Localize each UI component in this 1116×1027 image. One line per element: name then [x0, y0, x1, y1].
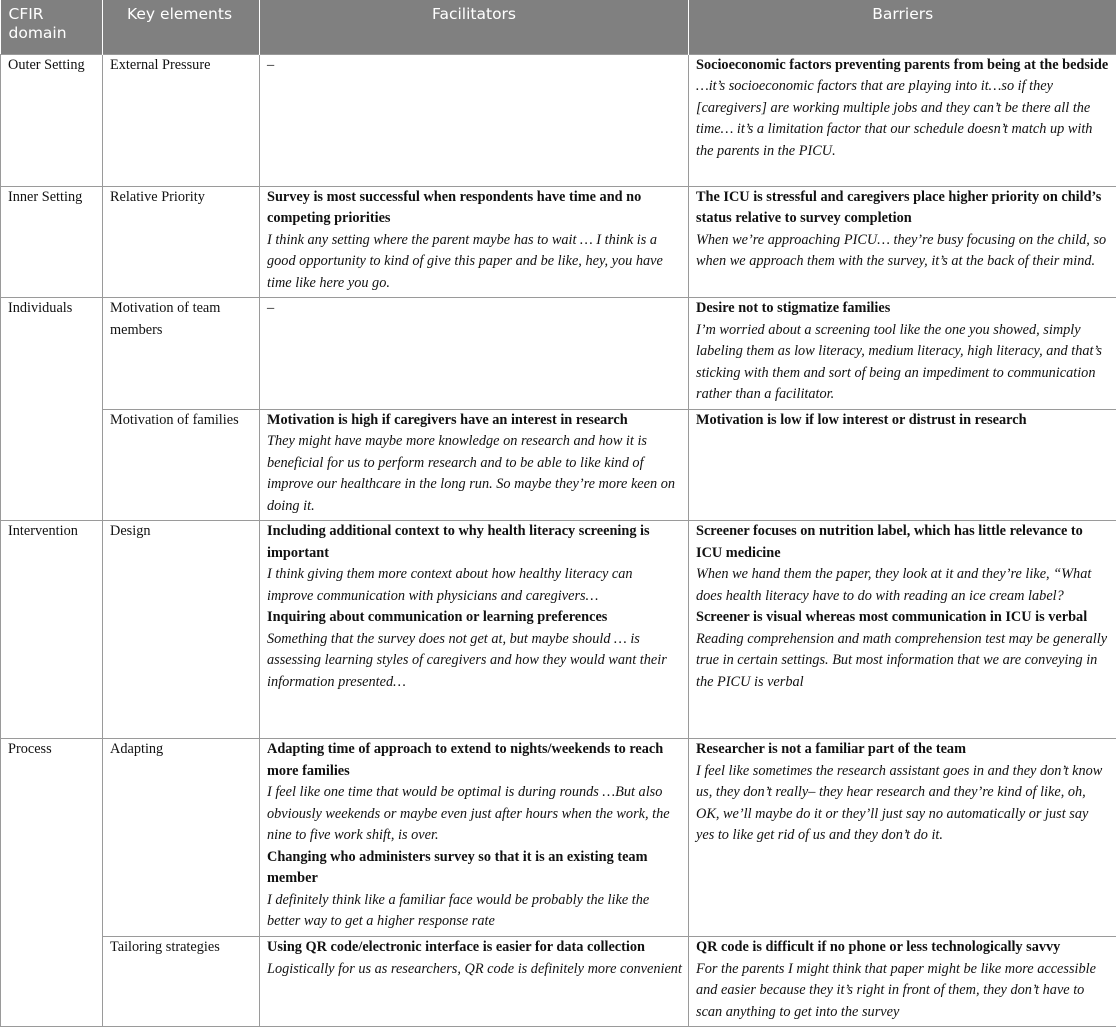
- header-facilitators: Facilitators: [260, 0, 689, 54]
- facilitators-cell: [260, 739, 689, 937]
- header-cfir-domain: CFIR domain: [1, 0, 103, 54]
- facilitator-heading: Including additional context to why health literacy screening is important: [267, 521, 682, 564]
- facilitator-quote: I definitely think like a familiar face would be probably the like the better way to get a higher response rate: [267, 890, 682, 933]
- barrier-heading: Screener is visual whereas most communication in ICU is verbal: [696, 607, 1110, 629]
- facilitator-quote: They might have maybe more knowledge on research and how it is beneficial for us to perform research and to be able to like kind of improve our healthcare in the long run. So maybe they’re more keen on doing it.: [267, 431, 682, 517]
- table-row: [1, 937, 1116, 1027]
- barrier-heading: Socioeconomic factors preventing parents from being at the bedside: [696, 55, 1110, 77]
- table-row: [1, 298, 1116, 410]
- domain-cell: Outer Setting: [1, 54, 103, 186]
- facilitator-quote: I think any setting where the parent maybe has to wait … I think is a good opportunity to kind of give this paper and be like, hey, you have time like here you go.: [267, 230, 682, 295]
- barriers-cell: [689, 54, 1116, 186]
- facilitator-heading: Adapting time of approach to extend to nights/weekends to reach more families: [267, 739, 682, 782]
- facilitator-quote: I feel like one time that would be optimal is during rounds …But also obviously weekends or maybe even just after hours when the work, the nine to five work shift, is over.: [267, 782, 682, 847]
- barrier-quote: Reading comprehension and math comprehension test may be generally true in certain settings. But most information that we are conveying in the PICU is verbal: [696, 629, 1110, 694]
- facilitators-cell: [260, 298, 689, 410]
- facilitator-heading: Survey is most successful when respondents have time and no competing priorities: [267, 187, 682, 230]
- barrier-quote: I’m worried about a screening tool like the one you showed, simply labeling them as low literacy, medium literacy, high literacy, and that’s sticking with them and sort of being an impediment to communication rather than a facilitator.: [696, 320, 1110, 406]
- domain-cell: Inner Setting: [1, 186, 103, 298]
- barrier-heading: QR code is difficult if no phone or less technologically savvy: [696, 937, 1110, 959]
- barriers-cell: [689, 739, 1116, 937]
- facilitators-cell: [260, 186, 689, 298]
- facilitator-quote: Something that the survey does not get at, but maybe should … is assessing learning styles of caregivers and how they would want their information presented…: [267, 629, 682, 694]
- facilitators-cell: [260, 409, 689, 521]
- element-cell: Tailoring strategies: [103, 937, 260, 1027]
- barriers-cell: [689, 521, 1116, 739]
- barrier-heading: Motivation is low if low interest or distrust in research: [696, 410, 1110, 432]
- table-row: [1, 409, 1116, 521]
- table-row: [1, 521, 1116, 739]
- element-cell: Adapting: [103, 739, 260, 937]
- empty-dash: –: [267, 298, 682, 320]
- table-row: [1, 54, 1116, 186]
- domain-cell: [1, 937, 103, 1027]
- element-cell: Motivation of families: [103, 409, 260, 521]
- barrier-quote: For the parents I might think that paper might be like more accessible and easier because they it’s right in front of them, they don’t have to scan anything to get into the survey: [696, 959, 1110, 1024]
- empty-dash: –: [267, 55, 682, 77]
- barriers-cell: [689, 186, 1116, 298]
- barrier-quote: …it’s socioeconomic factors that are playing into it…so if they [caregivers] are working multiple jobs and they can’t be there all the time… it’s a limitation factor that our schedule doesn’t match up with the parents in the PICU.: [696, 76, 1110, 162]
- barrier-heading: Desire not to stigmatize families: [696, 298, 1110, 320]
- barrier-heading: The ICU is stressful and caregivers place higher priority on child’s status relative to survey completion: [696, 187, 1110, 230]
- header-row: [1, 0, 1116, 54]
- facilitator-quote: I think giving them more context about how healthy literacy can improve communication with physicians and caregivers…: [267, 564, 682, 607]
- domain-cell: [1, 409, 103, 521]
- facilitator-heading: Changing who administers survey so that it is an existing team member: [267, 847, 682, 890]
- element-cell: Relative Priority: [103, 186, 260, 298]
- facilitator-quote: Logistically for us as researchers, QR code is definitely more convenient: [267, 959, 682, 981]
- barriers-cell: [689, 409, 1116, 521]
- header-key-elements: Key elements: [103, 0, 260, 54]
- element-cell: External Pressure: [103, 54, 260, 186]
- table-row: [1, 739, 1116, 937]
- facilitator-heading: Using QR code/electronic interface is easier for data collection: [267, 937, 682, 959]
- domain-cell: Process: [1, 739, 103, 937]
- barrier-quote: When we’re approaching PICU… they’re busy focusing on the child, so when we approach them with the survey, it’s at the back of their mind.: [696, 230, 1110, 273]
- element-cell: Design: [103, 521, 260, 739]
- barriers-cell: [689, 298, 1116, 410]
- barrier-heading: Researcher is not a familiar part of the team: [696, 739, 1110, 761]
- domain-cell: Intervention: [1, 521, 103, 739]
- element-cell: Motivation of team members: [103, 298, 260, 410]
- facilitator-heading: Motivation is high if caregivers have an interest in research: [267, 410, 682, 432]
- facilitators-cell: [260, 54, 689, 186]
- barrier-quote: I feel like sometimes the research assistant goes in and they don’t know us, they don’t really– they hear research and they’re kind of like, oh, OK, we’ll maybe do it or they’ll just say no automatically or just say yes to like get rid of us and they don’t do it.: [696, 761, 1110, 847]
- header-barriers: Barriers: [689, 0, 1116, 54]
- facilitator-heading: Inquiring about communication or learning preferences: [267, 607, 682, 629]
- barriers-cell: [689, 937, 1116, 1027]
- facilitators-cell: [260, 521, 689, 739]
- barrier-heading: Screener focuses on nutrition label, which has little relevance to ICU medicine: [696, 521, 1110, 564]
- facilitators-cell: [260, 937, 689, 1027]
- table-row: [1, 186, 1116, 298]
- domain-cell: Individuals: [1, 298, 103, 410]
- barrier-quote: When we hand them the paper, they look at it and they’re like, “What does health literacy have to do with reading an ice cream label?: [696, 564, 1110, 607]
